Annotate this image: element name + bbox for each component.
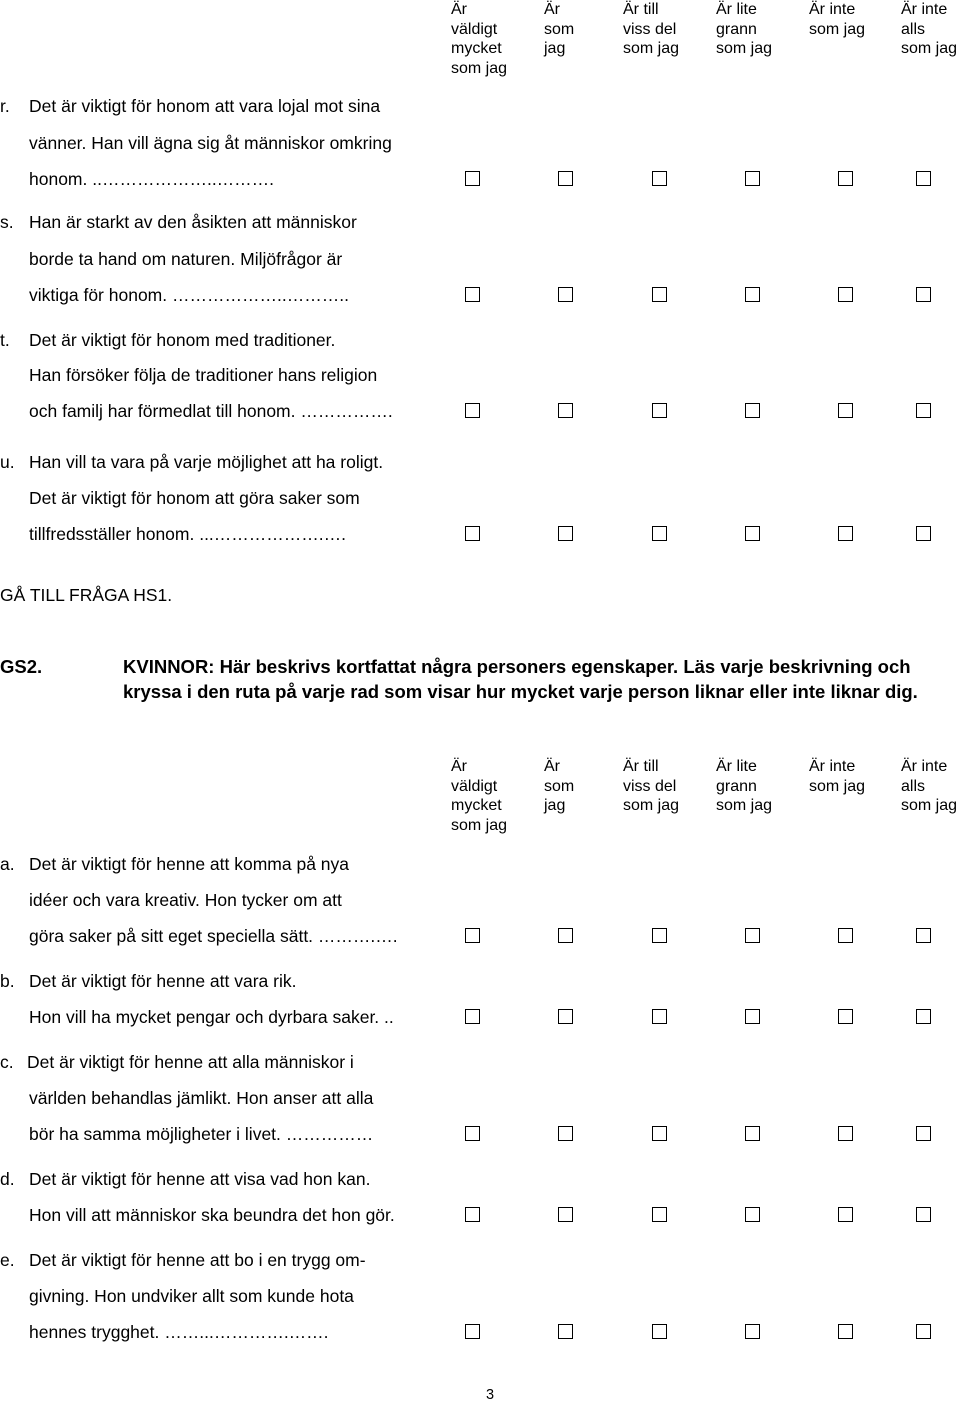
response-checkbox[interactable] bbox=[745, 1324, 760, 1339]
response-checkbox[interactable] bbox=[558, 1207, 573, 1222]
scale-header-like-me: Är som jag bbox=[544, 758, 575, 814]
scale-header-not-like-me: Är inte som jag bbox=[809, 758, 866, 795]
item-text-line: idéer och vara kreativ. Hon tycker om att bbox=[29, 890, 342, 910]
question-number: GS2. bbox=[0, 656, 43, 677]
response-checkbox[interactable] bbox=[465, 287, 480, 302]
scale-header-very-much: Är väldigt mycket som jag bbox=[451, 1, 508, 77]
question-instruction: KVINNOR: Här beskrivs kortfattat några personers egenskaper. Läs varje beskrivning och kryssa i den ruta på varje rad som visar hur mycket varje person liknar eller inte liknar dig. bbox=[123, 656, 918, 702]
response-checkbox[interactable] bbox=[652, 403, 667, 418]
item-text-line: och familj har förmedlat till honom. ……………. bbox=[29, 401, 393, 421]
response-checkbox[interactable] bbox=[838, 1324, 853, 1339]
item-text-line: givning. Hon undviker allt som kunde hota bbox=[29, 1286, 354, 1306]
item-text-line: världen behandlas jämlikt. Hon anser att alla bbox=[29, 1088, 374, 1108]
response-checkbox[interactable] bbox=[652, 1009, 667, 1024]
response-checkbox[interactable] bbox=[838, 403, 853, 418]
page-number: 3 bbox=[486, 1387, 495, 1403]
response-checkbox[interactable] bbox=[916, 928, 931, 943]
item-text-line: Han vill ta vara på varje möjlighet att ha roligt. bbox=[29, 452, 384, 472]
item-letter: t. bbox=[0, 330, 10, 350]
response-checkbox[interactable] bbox=[465, 1009, 480, 1024]
response-checkbox[interactable] bbox=[745, 287, 760, 302]
item-letter: b. bbox=[0, 971, 15, 991]
item-letter: c. bbox=[0, 1052, 14, 1072]
response-checkbox[interactable] bbox=[916, 1009, 931, 1024]
item-letter: u. bbox=[0, 452, 15, 472]
response-checkbox[interactable] bbox=[652, 1126, 667, 1141]
response-checkbox[interactable] bbox=[465, 928, 480, 943]
item-text-line: Det är viktigt för henne att bo i en trygg om- bbox=[29, 1250, 366, 1270]
response-checkbox[interactable] bbox=[916, 1324, 931, 1339]
item-text-line: Det är viktigt för henne att komma på nya bbox=[29, 854, 350, 874]
scale-header-very-much: Är väldigt mycket som jag bbox=[451, 758, 508, 834]
response-checkbox[interactable] bbox=[558, 1324, 573, 1339]
response-checkbox[interactable] bbox=[916, 1207, 931, 1222]
response-checkbox[interactable] bbox=[465, 1126, 480, 1141]
item-text-line: bör ha samma möjligheter i livet. …………… bbox=[29, 1124, 374, 1144]
response-checkbox[interactable] bbox=[465, 1207, 480, 1222]
response-checkbox[interactable] bbox=[838, 287, 853, 302]
response-checkbox[interactable] bbox=[745, 928, 760, 943]
response-checkbox[interactable] bbox=[745, 1009, 760, 1024]
item-text-line: honom. ..………………..………. bbox=[29, 169, 275, 189]
item-text-line: Det är viktigt för henne att vara rik. bbox=[29, 971, 297, 991]
response-checkbox[interactable] bbox=[558, 171, 573, 186]
scale-header-not-like-me: Är inte som jag bbox=[809, 1, 866, 38]
scale-header-somewhat: Är till viss del som jag bbox=[623, 758, 680, 814]
response-checkbox[interactable] bbox=[916, 403, 931, 418]
response-checkbox[interactable] bbox=[558, 403, 573, 418]
response-checkbox[interactable] bbox=[558, 526, 573, 541]
item-text-line: Det är viktigt för henne att alla människor i bbox=[27, 1052, 354, 1072]
item-letter: d. bbox=[0, 1169, 15, 1189]
response-checkbox[interactable] bbox=[838, 1126, 853, 1141]
response-checkbox[interactable] bbox=[465, 1324, 480, 1339]
item-text-line: Det är viktigt för honom med traditioner. bbox=[29, 330, 336, 350]
scale-header-like-me: Är som jag bbox=[544, 1, 575, 57]
item-text-line: viktiga för honom. ………………..……….. bbox=[29, 285, 349, 305]
response-checkbox[interactable] bbox=[558, 1126, 573, 1141]
response-checkbox[interactable] bbox=[745, 171, 760, 186]
response-checkbox[interactable] bbox=[916, 171, 931, 186]
response-checkbox[interactable] bbox=[916, 526, 931, 541]
item-text-line: Han är starkt av den åsikten att människor bbox=[29, 212, 357, 232]
response-checkbox[interactable] bbox=[652, 928, 667, 943]
response-checkbox[interactable] bbox=[465, 403, 480, 418]
item-letter: a. bbox=[0, 854, 15, 874]
scale-header-a-little: Är lite grann som jag bbox=[716, 1, 773, 57]
item-letter: r. bbox=[0, 96, 10, 116]
item-text-line: Hon vill ha mycket pengar och dyrbara saker. .. bbox=[29, 1007, 394, 1027]
response-checkbox[interactable] bbox=[916, 1126, 931, 1141]
response-checkbox[interactable] bbox=[838, 526, 853, 541]
item-text-line: Det är viktigt för honom att vara lojal mot sina bbox=[29, 96, 381, 116]
item-text-line: borde ta hand om naturen. Miljöfrågor är bbox=[29, 249, 343, 269]
response-checkbox[interactable] bbox=[745, 1126, 760, 1141]
item-text-line: Hon vill att människor ska beundra det hon gör. bbox=[29, 1205, 395, 1225]
response-checkbox[interactable] bbox=[838, 1207, 853, 1222]
response-checkbox[interactable] bbox=[838, 1009, 853, 1024]
scale-header-a-little: Är lite grann som jag bbox=[716, 758, 773, 814]
response-checkbox[interactable] bbox=[652, 526, 667, 541]
item-text-line: Det är viktigt för henne att visa vad hon kan. bbox=[29, 1169, 371, 1189]
response-checkbox[interactable] bbox=[838, 171, 853, 186]
response-checkbox[interactable] bbox=[558, 928, 573, 943]
response-checkbox[interactable] bbox=[652, 171, 667, 186]
response-checkbox[interactable] bbox=[558, 287, 573, 302]
response-checkbox[interactable] bbox=[652, 287, 667, 302]
response-checkbox[interactable] bbox=[745, 526, 760, 541]
scale-header-not-at-all: Är inte alls som jag bbox=[901, 758, 958, 814]
response-checkbox[interactable] bbox=[465, 526, 480, 541]
item-letter: e. bbox=[0, 1250, 15, 1270]
goto-instruction: GÅ TILL FRÅGA HS1. bbox=[0, 585, 173, 605]
item-text-line: Han försöker följa de traditioner hans religion bbox=[29, 365, 378, 385]
response-checkbox[interactable] bbox=[916, 287, 931, 302]
response-checkbox[interactable] bbox=[745, 403, 760, 418]
item-text-line: vänner. Han vill ägna sig åt människor omkring bbox=[29, 133, 392, 153]
response-checkbox[interactable] bbox=[465, 171, 480, 186]
response-checkbox[interactable] bbox=[558, 1009, 573, 1024]
response-checkbox[interactable] bbox=[838, 928, 853, 943]
item-text-line: hennes trygghet. ……...………….……. bbox=[29, 1322, 329, 1342]
item-letter: s. bbox=[0, 212, 14, 232]
item-text-line: Det är viktigt för honom att göra saker som bbox=[29, 488, 360, 508]
response-checkbox[interactable] bbox=[652, 1324, 667, 1339]
item-text-line: tillfredsställer honom. ...……………….…. bbox=[29, 524, 347, 544]
item-text-line: göra saker på sitt eget speciella sätt. ……….…. bbox=[29, 926, 398, 946]
response-checkbox[interactable] bbox=[652, 1207, 667, 1222]
scale-header-somewhat: Är till viss del som jag bbox=[623, 1, 680, 57]
response-checkbox[interactable] bbox=[745, 1207, 760, 1222]
scale-header-not-at-all: Är inte alls som jag bbox=[901, 1, 958, 57]
